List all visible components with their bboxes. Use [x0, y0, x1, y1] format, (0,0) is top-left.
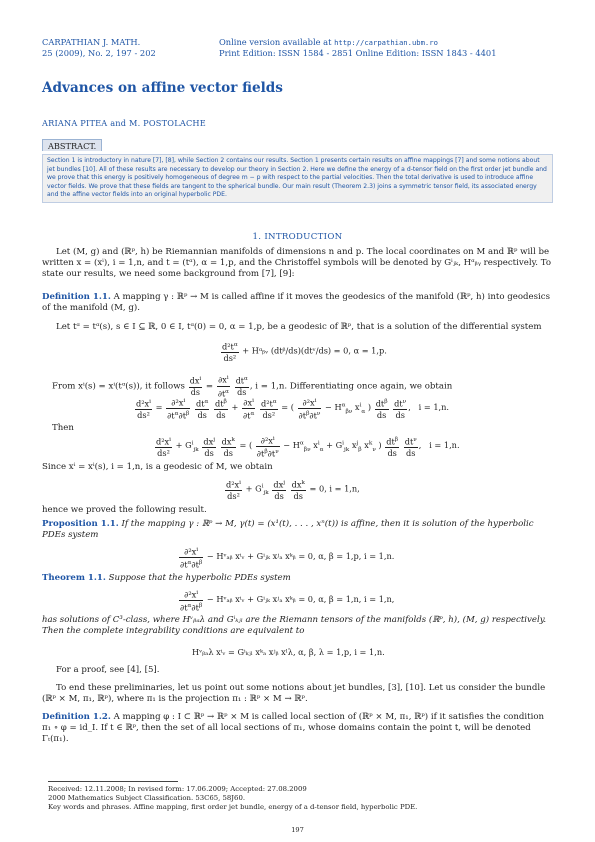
definition-1-2: [42, 712, 553, 745]
footnote-received: Received: 12.11.2008; In revised form: 17.06.2009; Accepted: 27.08.2009: [48, 785, 307, 793]
equation-integrability: Hᵛᵦₐλ xⁱᵥ = Gⁱₖⱼₗ xᵏₐ xʲᵦ xˡλ, α, β, λ = 1,p, i = 1,n.: [192, 647, 385, 657]
proposition-1-1: [42, 519, 553, 541]
definition-1-1: [42, 292, 553, 314]
definition-1-1-head: Definition 1.1.: [42, 292, 111, 302]
footnote-divider: [48, 781, 178, 782]
theorem-1-1-text: Suppose that the hyperbolic PDEs system: [105, 573, 291, 583]
theorem-1-1-continued: has solutions of C³-class, where Hᵛᵦₐλ and Gⁱₖⱼₗ are the Riemann tensors of the manifolds (ℝᵖ, h), (M, g) respectively. Then the complete integrability conditions are equivalent to: [42, 615, 547, 636]
paragraph-hence: hence we proved the following result.: [42, 505, 207, 515]
footnote: [48, 785, 417, 812]
page-number: 197: [291, 826, 304, 834]
paragraph-intro: Let (M, g) and (ℝᵖ, h) be Riemannian manifolds of dimensions n and p. The local coordinates on M and ℝᵖ will be written x = (xⁱ), i = 1,n, and t = (tᵅ), α = 1,p, and the Christoffel symbols will be denoted by Gⁱⱼₖ, Hᵅᵦᵧ respectively. To state our results, we need some background from [7], [9]:: [42, 247, 551, 279]
theorem-1-1-head: Theorem 1.1.: [42, 573, 106, 583]
equation-second-derivative: $\frac{d^2x^i}{\text{ds²}}$ = $\frac{\partial^2x^i}{\partial t^\alpha\partial t^\beta}$ $\frac{dt^\alpha}{ds}$ $\frac{dt^\beta}{ds}$ + $\frac{\partial x^i}{\partial t^\alpha}$ $\frac{d^2t^\alpha}{\text{ds²}}$ = ( $\frac{\partial^2x^i}{\partial t^\beta\partial t^\nu}$ − $H^\alpha_{\beta\nu}$ $x^i_\alpha$ ) $\frac{dt^\beta}{ds}$ $\frac{dt^\nu}{ds}$ , i = 1,n.: [136, 397, 450, 421]
equation-geodesic-m: $\frac{d^2x^i}{\text{ds²}}$ + $G^i_{jk}$ $\frac{dx^j}{ds}$ $\frac{dx^k}{ds}$ = 0, i = 1,n,: [226, 479, 360, 501]
paper-authors: ARIANA PITEA and M. POSTOLACHE: [42, 118, 206, 128]
abstract-text: Section 1 is introductory in nature [7], [8], while Section 2 contains our results. Section 1 presents certain results on affine mappings [7] and some notions about jet bundles [10]. All of these results are necessary to develop our theory in Section 2. Here we define the energy of a d-tensor field on the first order jet bundle and we prove that this energy is positively homogeneous of degree m − p with respect to the partial velocities. Then the total derivative is used to introduce affine vector fields. We prove that these fields are tangent to the spherical bundle. Our main result (Theorem 2.3) joins a symmetric tensor field, its associated energy and the affine vector fields into an original hyperbolic PDE.: [47, 157, 547, 199]
definition-1-2-text: A mapping φ : I ⊂ ℝᵖ → ℝᵖ × M is called local section of (ℝᵖ × M, π₁, ℝᵖ) if it satisfies the condition π₁ ∘ φ = id_I. If t ∈ ℝᵖ, then the set of all local sections of π₁, whose domains contain the point t, will be denoted Γₜ(π₁).: [42, 712, 545, 744]
footnote-msc: 2000 Mathematics Subject Classification. 53C65, 58J60.: [48, 794, 246, 802]
equation-hyperbolic-pde: $\frac{\partial^2x^i}{\partial t^\alpha\partial t^\beta}$ − Hᵛₐᵦ xⁱᵥ + Gⁱⱼₖ xʲₐ xᵏᵦ = 0, α, β = 1,n, i = 1,n,: [180, 589, 395, 613]
journal-volume: 25 (2009), No. 2, 197 - 202: [42, 48, 156, 58]
paragraph-follows-a: From xⁱ(s) = xⁱ(tᵅ(s)), it follows: [52, 381, 185, 392]
paper-title: Advances on affine vector fields: [42, 80, 283, 96]
online-prefix: Online version available at: [219, 37, 335, 47]
equation-6-rest: − Hᵛₐᵦ xⁱᵥ + Gⁱⱼₖ xʲₐ xᵏᵦ = 0, α, β = 1,n, i = 1,n,: [206, 594, 395, 605]
journal-header: [42, 37, 156, 59]
paragraph-jet-bundles: To end these preliminaries, let us point out some notions about jet bundles, [3], [10]. Let us consider the bundle (ℝᵖ × M, π₁, ℝᵖ), where π₁ is the projection π₁ : ℝᵖ × M → ℝᵖ.: [42, 683, 546, 704]
online-header: [219, 37, 496, 59]
paragraph-follows: From xⁱ(s) = xⁱ(tᵅ(s)), it follows $\frac{dx^i}{ds}$ = $\frac{\partial x^i}{\partial t^\alpha}$ $\frac{dt^\alpha}{ds}$ , i = 1,n. Differentiating once again, we obtain: [52, 375, 453, 399]
section-heading: 1. INTRODUCTION: [252, 232, 343, 242]
equation-pde-system: $\frac{\partial^2x^i}{\partial t^\alpha\partial t^\beta}$ − Hᵛₐᵦ xⁱᵥ + Gⁱⱼₖ xʲₐ xᵏᵦ = 0, α, β = 1,p, i = 1,n.: [180, 546, 395, 570]
equation-then: $\frac{d^2x^i}{\text{ds²}}$ + $G^i_{jk}$ $\frac{dx^j}{ds}$ $\frac{dx^k}{ds}$ = ( $\frac{\partial^2x^i}{\partial t^\beta\partial t^\nu}$ − $H^\alpha_{\beta\nu}$ $x^i_\alpha + G^i_{jk}$ $x^j_\beta$ $x^k_\nu$ ) $\frac{dt^\beta}{ds}$ $\frac{dt^\nu}{ds}$ , i = 1,n.: [156, 435, 460, 459]
abstract-label: ABSTRACT.: [42, 139, 102, 151]
equation-1-rest: + Hᵅᵦᵥ (dtᵝ/ds)(dtᵛ/ds) = 0, α = 1,p.: [239, 345, 387, 356]
footnote-keywords: Key words and phrases. Affine mapping, first order jet bundle, energy of a d-tensor field, hyperbolic PDE.: [48, 803, 418, 811]
equation-2-label: i = 1,n.: [418, 402, 450, 413]
proposition-1-1-head: Proposition 1.1.: [42, 519, 119, 529]
print-edition: Print Edition: ISSN 1584 - 2851 Online Edition: ISSN 1843 - 4401: [219, 48, 497, 58]
paragraph-proof: For a proof, see [4], [5].: [56, 665, 160, 675]
definition-1-2-head: Definition 1.2.: [42, 712, 111, 722]
paragraph-since: Since xⁱ = xⁱ(s), i = 1,n, is a geodesic of M, we obtain: [42, 462, 273, 472]
equation-4-label: = 0, i = 1,n,: [309, 483, 360, 494]
equation-5-rest: − Hᵛₐᵦ xⁱᵥ + Gⁱⱼₖ xʲₐ xᵏᵦ = 0, α, β = 1,p, i = 1,n.: [206, 551, 395, 562]
abstract-box: [42, 154, 553, 203]
paragraph-follows-b: , i = 1,n. Differentiating once again, we obtain: [249, 381, 453, 392]
equation-geodesic-system: $\frac{d^2t^\alpha}{\text{ds²}}$ + Hᵅᵦᵥ (dtᵝ/ds)(dtᵛ/ds) = 0, α = 1,p.: [222, 341, 387, 363]
journal-name: CARPATHIAN J. MATH.: [42, 37, 141, 47]
equation-3-label: i = 1,n.: [429, 440, 460, 451]
proposition-1-1-text: If the mapping γ : ℝᵖ → M, γ(t) = (x¹(t), . . . , xⁿ(t)) is affine, then it is solution of the hyperbolic PDEs system: [42, 519, 534, 540]
word-then: Then: [52, 423, 74, 433]
paragraph-geodesic: Let tᵅ = tᵅ(s), s ∈ I ⊆ ℝ, 0 ∈ I, tᵅ(0) = 0, α = 1,p, be a geodesic of ℝᵖ, that is a solution of the differential system: [56, 322, 542, 332]
theorem-1-1: [42, 573, 553, 584]
definition-1-1-text: A mapping γ : ℝᵖ → M is called affine if it moves the geodesics of the manifold (ℝᵖ, h) into geodesics of the manifold (M, g).: [42, 292, 550, 313]
online-url-link[interactable]: http://carpathian.ubm.ro: [334, 38, 438, 47]
